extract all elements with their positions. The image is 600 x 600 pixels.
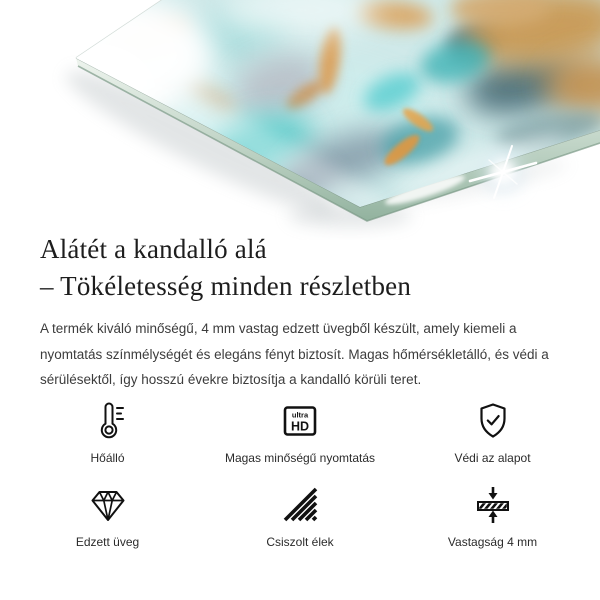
feature-grid bbox=[0, 398, 600, 549]
headline-line1: Alátét a kandalló alá bbox=[40, 234, 267, 264]
feature-label: Csiszolt élek bbox=[266, 535, 334, 549]
thermometer-icon bbox=[85, 398, 131, 444]
headline-line2: – Tökéletesség minden részletben bbox=[40, 271, 412, 301]
ultra-hd-icon bbox=[277, 398, 323, 444]
diamond-icon bbox=[85, 482, 131, 528]
feature-tempered-glass bbox=[0, 482, 215, 549]
polished-edges-icon bbox=[277, 482, 323, 528]
feature-protects-base bbox=[385, 398, 600, 465]
feature-label: Edzett üveg bbox=[75, 535, 140, 549]
feature-heat-resistant bbox=[0, 398, 215, 465]
page-title bbox=[40, 231, 564, 305]
feature-label: Védi az alapot bbox=[454, 451, 531, 465]
feature-label: Magas minőségű nyomtatás bbox=[224, 451, 376, 465]
thickness-icon bbox=[470, 482, 516, 528]
feature-print-quality bbox=[215, 398, 385, 465]
feature-thickness bbox=[385, 482, 600, 549]
product-description-text: A termék kiváló minőségű, 4 mm vastag edzett üvegből készült, amely kiemeli a nyomtatás színmélységét és elegáns fényt biztosít. Magas hőmérsékletálló, és védi a sérülésektől, így hosszú évekre biztosítja a kandalló körüli teret. bbox=[40, 321, 549, 387]
product-hero-image bbox=[0, 0, 600, 240]
feature-label: Vastagság 4 mm bbox=[447, 535, 538, 549]
product-description-section bbox=[40, 231, 564, 393]
shield-check-icon bbox=[470, 398, 516, 444]
ultra-label: ultra bbox=[291, 410, 309, 420]
glass-panel-illustration bbox=[0, 0, 600, 240]
feature-polished-edges bbox=[215, 482, 385, 549]
hd-label: HD bbox=[290, 419, 310, 434]
feature-label: Hőálló bbox=[90, 451, 125, 465]
